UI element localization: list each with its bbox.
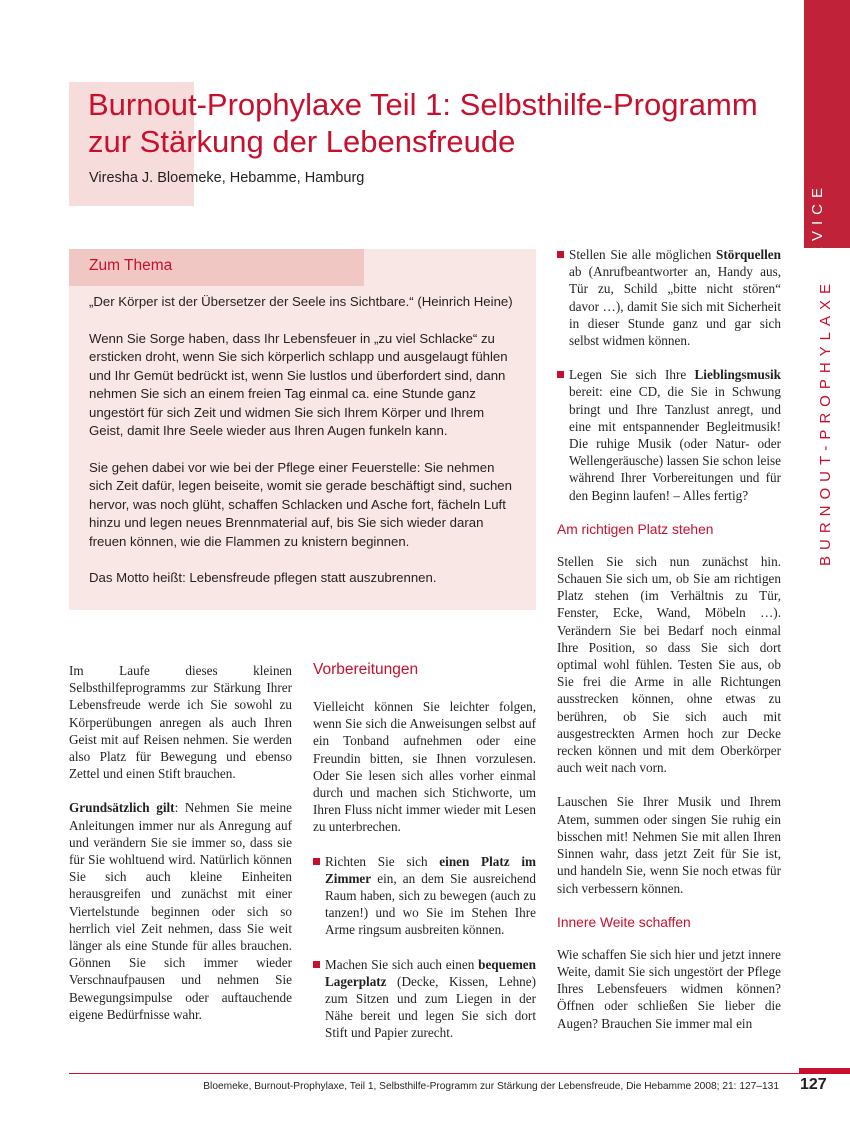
page-number: 127 [800,1076,827,1093]
topic-box-body [89,293,517,606]
bullet-item: Legen Sie sich Ihre Lieblingsmusik bereit: eine CD, die Sie in Schwung bringt und Ihre Tanzlust anregt, und eine mit entspannender Begleitmusik! Die ruhige Musik (oder Natur- oder Wellengeräusche) lassen Sie schon leise während Ihrer Vorbereitungen und für den Beginn laufen! – Alles fertig? [557,366,781,504]
author-line: Viresha J. Bloemeke, Hebamme, Hamburg [89,170,365,186]
footer-rule [69,1073,850,1074]
bullet-item: Stellen Sie alle möglichen Störquellen ab (Anrufbeantworter an, Handy aus, Tür zu, Schild „bitte nicht stören“ davor …), damit Sie sich mit Sicherheit in dieser Stunde ganz und gar sich selbst widmen können. [557,246,781,349]
topic-box-title: Zum Thema [89,257,173,274]
body-paragraph: Lauschen Sie Ihrer Musik und Ihrem Atem, summen oder singen Sie ruhig ein bisschen mit! Nehmen Sie mit allen Ihren Sinnen wahr, dass jetzt Zeit für Sie ist, und handeln Sie, wenn Sie noch etwas für sich verbessern können. [557,794,781,896]
body-paragraph: Wie schaffen Sie sich hier und jetzt innere Weite, damit Sie sich ungestört der Pflege Ihres Lebensfeuers widmen können? Öffnen oder schließen Sie lieber die Augen? Brauchen Sie immer mal ein [557,946,781,1031]
topic-quote: „Der Körper ist der Übersetzer der Seele ins Sichtbare.“ (Heinrich Heine) [89,294,513,309]
footer-accent-bar [799,1068,850,1073]
topic-paragraph: Das Motto heißt: Lebensfreude pflegen statt auszubrennen. [89,570,437,585]
topic-paragraph: Sie gehen dabei vor wie bei der Pflege einer Feuerstelle: Sie nehmen sich Zeit dafür, legen beiseite, womit sie gerade beschäftigt sind, suchen hervor, was noch glüht, schaffen Schlacken und Asche fort, fächeln Luft hinzu und legen neues Brennmaterial auf, bis Sie sich wieder daran freuen können, wie die Flammen zu knistern beginnen. [89,459,512,549]
body-paragraph: Im Laufe dieses kleinen Selbsthilfeprogramms zur Stärkung Ihrer Lebensfreude werde ich Sie sowohl zu Körperübungen anregen als auch Ihren Geist mit auf Reisen nehmen. Sie werden also Platz für Bewegung und ebenso Zettel und einen Stift brauchen. [69,663,292,782]
body-paragraph: Stellen Sie sich nun zunächst hin. Schauen Sie sich um, ob Sie am richtigen Platz stehen (im Verhältnis zu Tür, Fenster, Ecke, Wand, Möbeln …). Verändern Sie bei Bedarf noch einmal Ihre Position, so dass Sie sich dort optimal wohl fühlen. Testen Sie aus, ob Sie frei die Arme in alle Richtungen ausstrecken können, ohne etwas zu berühren, ob Sie sich auch mit ausgestreckten Armen hoch zur Decke recken können und mit dem Oberkörper auch weit nach vorn. [557,553,781,776]
body-paragraph: Grundsätzlich gilt: Nehmen Sie meine Anleitungen immer nur als Anregung auf und verändern Sie sie immer so, dass sie für Sie wohltuend wird. Natürlich können Sie sich auch kleine Einheiten herausgreifen und zunächst mit einer Viertelstunde beginnen oder sich so herrlich viel Zeit nehmen, dass Sie weit länger als eine Stunde für alles brauchen. Gönnen Sie sich immer wieder Verschnaufpausen und nehmen Sie Bewegungsimpulse oder auftauchende eigene Bedürfnisse wahr. [69,800,292,1022]
column-left [69,662,292,1040]
column-middle [313,660,536,1059]
column-right [557,246,781,1049]
article-title: Burnout-Prophylaxe Teil 1: Selbsthilfe-Programm zur Stärkung der Lebensfreude [88,87,758,159]
citation: Bloemeke, Burnout-Prophylaxe, Teil 1, Selbsthilfe-Programm zur Stärkung der Lebensfreude, Die Hebamme 2008; 21: 127–131 [203,1081,779,1092]
bullet-square-icon [313,858,320,865]
bold-phrase: Grundsätzlich gilt [69,800,175,816]
bullet-square-icon [313,961,320,968]
section-heading: Vorbereitungen [313,661,419,678]
subsection-heading: Innere Weite schaffen [557,914,691,930]
section-label: BURNOUT-PROPHYLAXE [817,277,834,567]
bullet-item: Richten Sie sich einen Platz im Zimmer ein, an dem Sie ausreichend Raum haben, sich zu bewegen (auch zu tanzen!) und wo Sie im Stehen Ihre Arme ringsum ausbreiten können. [313,853,536,939]
bullet-square-icon [557,251,564,258]
subsection-heading: Am richtigen Platz stehen [557,521,714,537]
topic-paragraph: Wenn Sie Sorge haben, dass Ihr Lebensfeuer in „zu viel Schlacke“ zu ersticken droht, wenn Sie sich körperlich schlapp und ausgelaugt fühlen und Ihr Gemüt bedrückt ist, wenn Sie lustlos und überfordert sind, dann nehmen Sie sich an einem freien Tag einmal ca. eine Stunde ganz ungestört für sich Zeit und widmen Sie sich Ihrem Körper und Ihrem Geist, damit Ihre Seele wieder aus Ihren Augen funkeln kann. [89,330,508,438]
body-paragraph: Vielleicht können Sie leichter folgen, wenn Sie sich die Anweisungen selbst auf ein Tonband aufnehmen oder eine Freundin bitten, sie Ihnen vorzulesen. Oder Sie lesen sich alles vorher einmal durch und machen sich Stichworte, um Ihren Fluss nicht immer wieder mit Lesen zu unterbrechen. [313,699,536,835]
bullet-square-icon [557,371,564,378]
service-label: SERVICE [809,182,826,290]
topic-box [69,249,536,610]
bullet-item: Machen Sie sich auch einen bequemen Lagerplatz (Decke, Kissen, Lehne) zum Sitzen und zum Liegen in der Nähe bereit und legen Sie sich dort Stift und Papier zurecht. [313,956,536,1042]
